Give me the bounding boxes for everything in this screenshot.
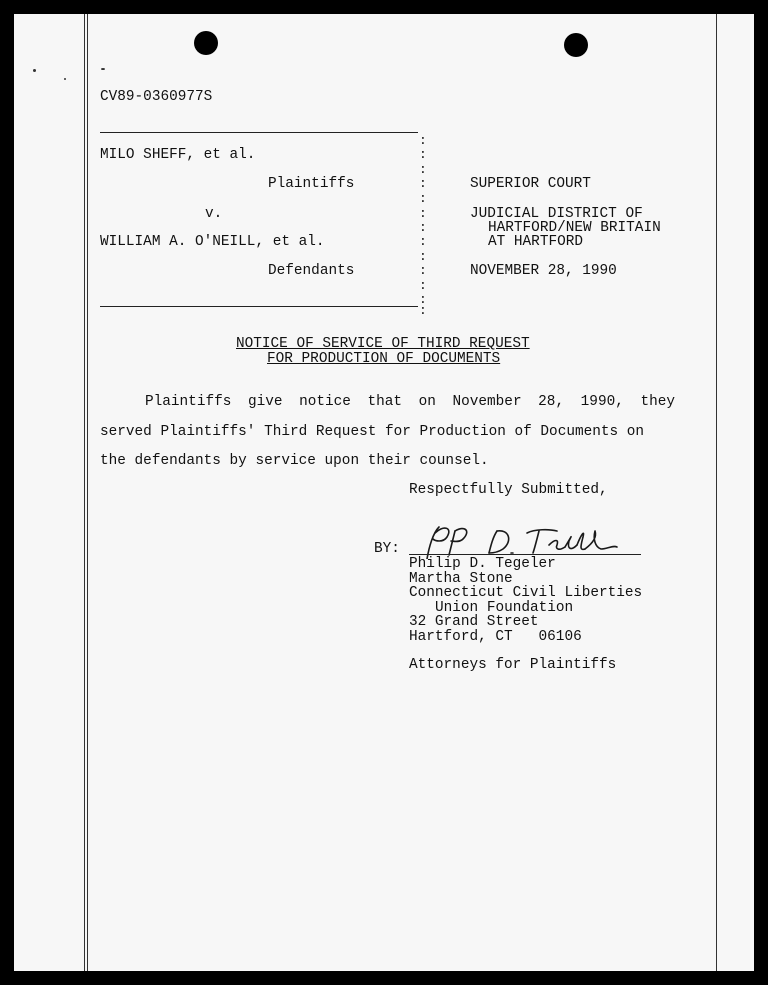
document-page [14,14,754,971]
caption-colon: : [419,133,427,148]
court-district-line3: AT HARTFORD [488,234,583,250]
caption-colon: : [419,206,427,221]
caption-colon: : [419,147,427,162]
court-name: SUPERIOR COURT [470,176,591,192]
caption-colon: : [419,176,427,191]
closing-phrase: Respectfully Submitted, [409,482,608,498]
document-title-line1: NOTICE OF SERVICE OF THIRD REQUEST [236,336,530,352]
plaintiff-role: Plaintiffs [268,176,355,192]
scan-speck [101,68,105,70]
handwritten-signature [409,519,649,559]
court-district-line2: HARTFORD/NEW BRITAIN [488,220,661,236]
caption-colon: : [419,234,427,249]
punch-hole-left [194,31,218,55]
punch-hole-right [564,33,588,57]
caption-bottom-rule [100,306,418,307]
caption-colon: : [419,249,427,264]
court-district-line1: JUDICIAL DISTRICT OF [470,206,643,222]
co-counsel-name: Martha Stone [409,571,513,587]
signer-name: Philip D. Tegeler [409,556,556,572]
plaintiff-name: MILO SHEFF, et al. [100,147,256,163]
signature-line [409,554,641,555]
by-label: BY: [374,541,400,557]
caption-colon: : [419,220,427,235]
versus-label: v. [205,206,223,222]
attorney-role: Attorneys for Plaintiffs [409,657,617,673]
caption-colon: : [419,292,427,307]
caption-top-rule [100,132,418,133]
body-line3: the defendants by service upon their counsel. [100,453,489,469]
street-address: 32 Grand Street [409,614,539,630]
defendant-name: WILLIAM A. O'NEILL, et al. [100,234,325,250]
document-title-line2: FOR PRODUCTION OF DOCUMENTS [267,351,501,367]
scan-speck [64,78,66,80]
organization-line2: Union Foundation [435,600,574,616]
filing-date: NOVEMBER 28, 1990 [470,263,617,279]
caption-colon: : [419,263,427,278]
body-line1: Plaintiffs give notice that on November 28, 1990, they [145,394,675,410]
caption-colon: : [419,303,427,318]
city-state-zip: Hartford, CT 06106 [409,629,582,645]
left-margin-rule [84,14,85,971]
caption-colon: : [419,162,427,177]
left-margin-rule-inner [87,14,88,971]
caption-colon: : [419,191,427,206]
right-margin-rule [716,14,717,971]
docket-number: CV89-0360977S [100,89,213,105]
scan-speck [33,69,36,72]
defendant-role: Defendants [268,263,355,279]
organization-line1: Connecticut Civil Liberties [409,585,643,601]
caption-colon: : [419,278,427,293]
body-line2: served Plaintiffs' Third Request for Production of Documents on [100,424,645,440]
